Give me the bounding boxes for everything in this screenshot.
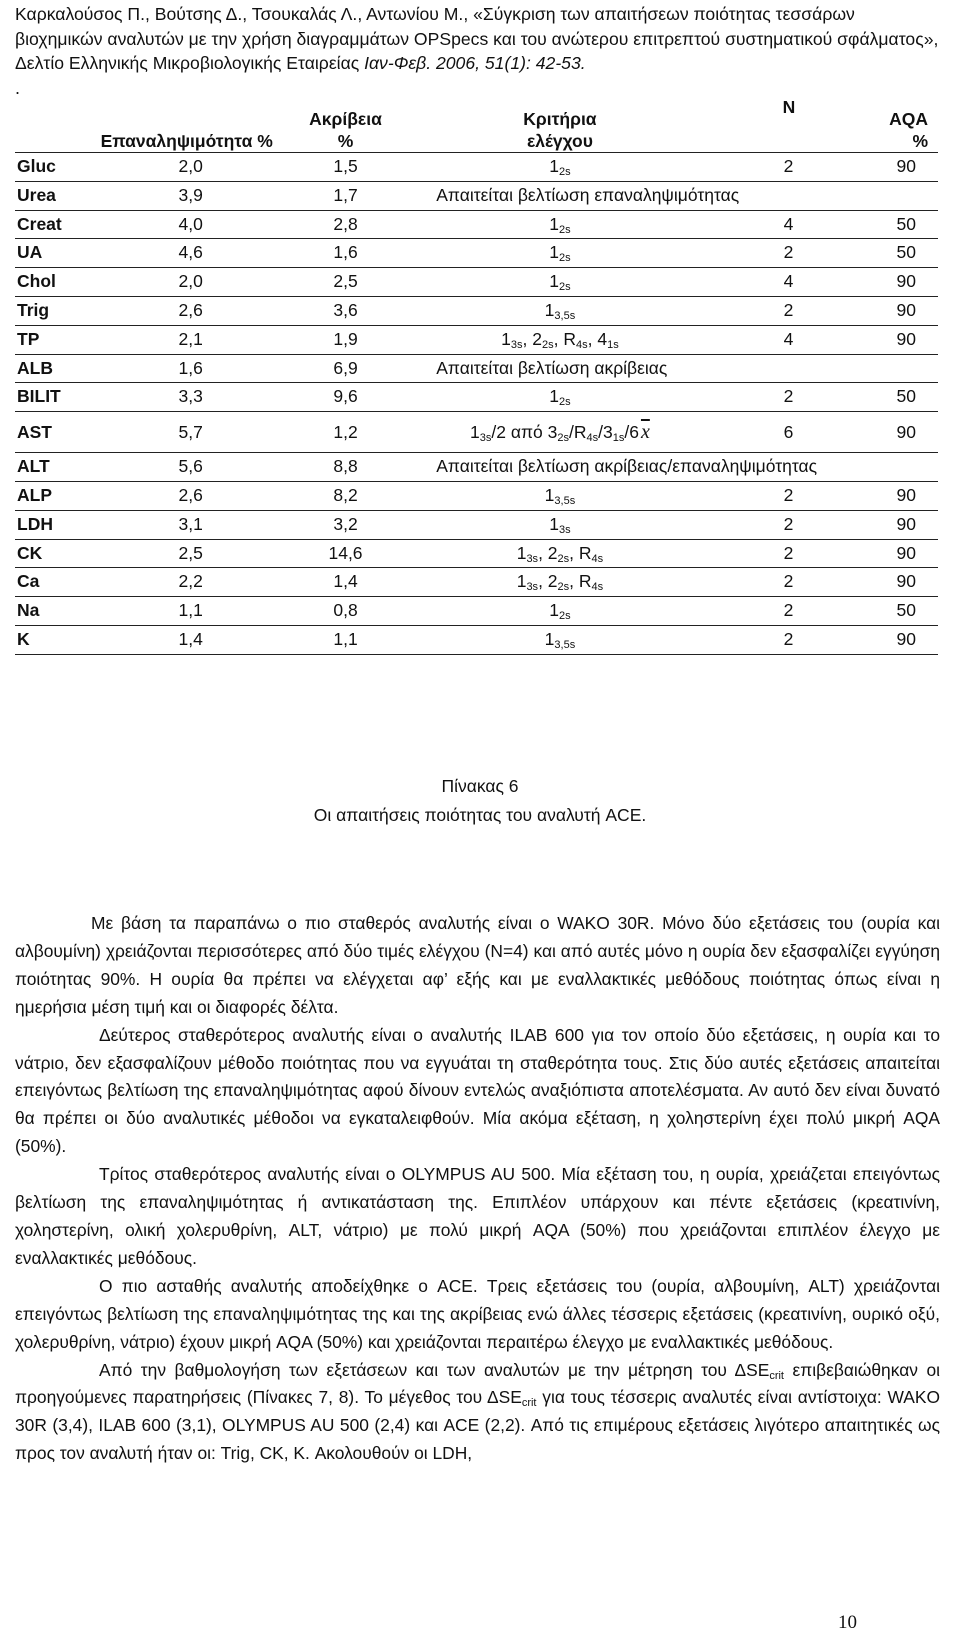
paragraph-3: Τρίτος σταθερότερος αναλυτής είναι ο OLYMPUS AU 500. Μία εξέταση του, η ουρία, χρειάζεται επειγόντως βελτίωση της επαναληψιμότητας ή αντικατάσταση της. Επιπλέον υπάρχουν και πέντε εξετάσεις (κρεατινίνη, χοληστερίνη, ολική χολερυθρίνη, ALT, νάτριο) με πολύ μικρή AQA (50%) που χρειάζονται επιπλέον έλεγχο με εναλλακτικές μεθόδους.	[15, 1164, 940, 1268]
table-row	[15, 597, 938, 626]
cell-aqa: 90	[815, 539, 938, 568]
header-aqa: AQA %	[815, 96, 938, 153]
cell-accuracy: 8,8	[281, 453, 410, 482]
cell-aqa: 50	[815, 383, 938, 412]
cell-accuracy: 3,6	[281, 296, 410, 325]
cell-analyte: CK	[15, 539, 101, 568]
reference-header	[15, 2, 940, 76]
cell-aqa: 90	[815, 481, 938, 510]
body-text	[15, 910, 940, 1468]
cell-control-criteria: $1_{2s}$	[410, 210, 709, 239]
cell-control-criteria: $1_{3s}$, $2_{2s}$, $R_{4s}$	[410, 539, 709, 568]
cell-n: 2	[710, 625, 816, 654]
cell-note: Απαιτείται βελτίωση επαναληψιμότητας	[410, 181, 938, 210]
cell-aqa: 90	[815, 153, 938, 182]
cell-aqa: 90	[815, 625, 938, 654]
cell-aqa: 90	[815, 510, 938, 539]
cell-accuracy: 1,6	[281, 239, 410, 268]
paragraph-4: Ο πιο ασταθής αναλυτής αποδείχθηκε ο ACE. Τρεις εξετάσεις του (ουρία, αλβουμίνη, ALT) χρειάζονται επειγόντως βελτίωση της επαναληψιμότητας της και της ακρίβειας ενώ άλλες τέσσερις εξετάσεις (κρεατινίνη, ουρικό οξύ, χολερυθρίνη, νάτριο) έχουν μικρή AQA (50%) και χρειάζονται περαιτέρω έλεγχο με εναλλακτικές μεθόδους.	[15, 1275, 940, 1352]
reference-citation: Καρκαλούσος Π., Βούτσης Δ., Τσουκαλάς Λ., Αντωνίου Μ., «Σύγκριση των απαιτήσεων ποιότητας τεσσάρων βιοχημικών αναλυτών με την χρήση διαγραμμάτων OPSpecs και του ανώτερου επιτρεπτού συστηματικού σφάλματος», Δελτίο Ελληνικής Μικροβιολογικής Εταιρείας	[15, 4, 939, 73]
cell-n: 2	[710, 481, 816, 510]
cell-accuracy: 1,2	[281, 412, 410, 453]
cell-repeatability: 3,9	[101, 181, 281, 210]
cell-control-criteria: $1_{2s}$	[410, 383, 709, 412]
cell-note: Απαιτείται βελτίωση ακρίβειας/επαναληψιμότητας	[410, 453, 938, 482]
cell-n: 2	[710, 539, 816, 568]
cell-n: 2	[710, 383, 816, 412]
cell-control-criteria: $1_{2s}$	[410, 268, 709, 297]
table-row	[15, 453, 938, 482]
cell-repeatability: 2,0	[101, 153, 281, 182]
cell-repeatability: 4,0	[101, 210, 281, 239]
table-row	[15, 153, 938, 182]
header-analyte	[15, 96, 101, 153]
cell-control-criteria: $1_{3s}$, $2_{2s}$, $R_{4s}$, $4_{1s}$	[410, 325, 709, 354]
header-control-criteria: Κριτήρια ελέγχου	[410, 96, 709, 153]
page-number: 10	[838, 1612, 857, 1633]
cell-accuracy: 2,5	[281, 268, 410, 297]
cell-repeatability: 5,7	[101, 412, 281, 453]
cell-n: 2	[710, 239, 816, 268]
cell-analyte: Trig	[15, 296, 101, 325]
cell-analyte: Na	[15, 597, 101, 626]
table-row	[15, 268, 938, 297]
cell-repeatability: 5,6	[101, 453, 281, 482]
cell-accuracy: 1,9	[281, 325, 410, 354]
cell-control-criteria: $1_{3,5s}$	[410, 296, 709, 325]
cell-repeatability: 3,3	[101, 383, 281, 412]
cell-analyte: K	[15, 625, 101, 654]
cell-repeatability: 4,6	[101, 239, 281, 268]
cell-aqa: 50	[815, 597, 938, 626]
cell-accuracy: 8,2	[281, 481, 410, 510]
cell-analyte: LDH	[15, 510, 101, 539]
cell-accuracy: 9,6	[281, 383, 410, 412]
table-row	[15, 239, 938, 268]
cell-accuracy: 3,2	[281, 510, 410, 539]
table-row	[15, 181, 938, 210]
cell-repeatability: 1,6	[101, 354, 281, 383]
cell-n: 2	[710, 153, 816, 182]
cell-accuracy: 1,4	[281, 568, 410, 597]
cell-control-criteria: $1_{3s}$, $2_{2s}$, $R_{4s}$	[410, 568, 709, 597]
cell-repeatability: 1,1	[101, 597, 281, 626]
cell-aqa: 90	[815, 268, 938, 297]
paragraph-2: Δεύτερος σταθερότερος αναλυτής είναι ο αναλυτής ILAB 600 για τον οποίο δύο εξετάσεις, η ουρία και το νάτριο, δεν εξασφαλίζουν μέθοδο ποιότητας που να εγγυάται τη σταθερότητα τους. Στις δύο αυτές εξετάσεις απαιτείται επειγόντως βελτίωση της επαναληψιμότητας αφού δίνουν εντελώς αναξιόπιστα αποτελέσματα. Αν αυτό δεν είναι δυνατό θα πρέπει οι δύο αναλυτικές μέθοδοι να εγκαταλειφθούν. Μία ακόμα εξέταση, η χοληστερίνη έχει πολύ μικρή AQA (50%).	[15, 1024, 940, 1157]
cell-aqa: 50	[815, 239, 938, 268]
cell-analyte: ALB	[15, 354, 101, 383]
cell-analyte: Gluc	[15, 153, 101, 182]
cell-control-criteria: $1_{3,5s}$	[410, 481, 709, 510]
paragraph-1: Με βάση τα παραπάνω ο πιο σταθερός αναλυτής είναι ο WAKO 30R. Μόνο δύο εξετάσεις του (ουρία και αλβουμίνη) χρειάζονται περισσότερες από δύο τιμές ελέγχου (N=4) και από αυτές μόνο η ουρία δεν εξασφαλίζει εγγύηση ποιότητας 90%. Η ουρία θα πρέπει να ελέγχεται αφ’ εξής και με εναλλακτικές μεθόδους ποιότητας όπως είναι η ημερήσια μέση τιμή και οι διαφορές δέλτα.	[15, 913, 940, 1017]
cell-n: 2	[710, 296, 816, 325]
cell-repeatability: 2,0	[101, 268, 281, 297]
cell-accuracy: 2,8	[281, 210, 410, 239]
cell-analyte: AST	[15, 412, 101, 453]
cell-aqa: 90	[815, 412, 938, 453]
cell-analyte: UA	[15, 239, 101, 268]
cell-analyte: Ca	[15, 568, 101, 597]
header-accuracy: Ακρίβεια %	[281, 96, 410, 153]
table-caption-title: Οι απαιτήσεις ποιότητας του αναλυτή ACE.	[313, 805, 647, 825]
table-row	[15, 296, 938, 325]
table-row	[15, 481, 938, 510]
cell-analyte: BILIT	[15, 383, 101, 412]
paragraph-5: Από την βαθμολογήση των εξετάσεων και των αναλυτών με την μέτρηση του $\Delta SE_{crit}$ επιβεβαιώθηκαν οι προηγούμενες παρατηρήσεις (Πίνακες 7, 8). Το μέγεθος του $\Delta SE_{crit}$ για τους τέσσερις αναλυτές είναι αντίστοιχα: WAKO 30R (3,4), ILAB 600 (3,1), OLYMPUS AU 500 (2,4) και ACE (2,2). Από τις επιμέρους εξετάσεις λιγότερο απαιτητικές ως προς τον αναλυτή ήταν οι: Trig, CK, K. Ακολουθούν οι LDH,	[15, 1359, 940, 1464]
table-row	[15, 412, 938, 453]
cell-repeatability: 2,6	[101, 296, 281, 325]
cell-analyte: TP	[15, 325, 101, 354]
cell-n: 4	[710, 210, 816, 239]
cell-analyte: Creat	[15, 210, 101, 239]
cell-accuracy: 14,6	[281, 539, 410, 568]
cell-control-criteria: $1_{3s}$	[410, 510, 709, 539]
table-row	[15, 383, 938, 412]
cell-repeatability: 2,6	[101, 481, 281, 510]
cell-control-criteria: $1_{2s}$	[410, 239, 709, 268]
cell-n: 4	[710, 268, 816, 297]
cell-analyte: Chol	[15, 268, 101, 297]
cell-control-criteria: $1_{3s}/2$ από $3_{2s}/R_{4s}/3_{1s}/6$ $\overline{x}$	[410, 412, 709, 453]
cell-aqa: 50	[815, 210, 938, 239]
cell-accuracy: 6,9	[281, 354, 410, 383]
cell-n: 6	[710, 412, 816, 453]
mean-x-bar-symbol: $\overline{x}$	[640, 421, 650, 444]
cell-note: Απαιτείται βελτίωση ακρίβειας	[410, 354, 938, 383]
cell-n: 2	[710, 510, 816, 539]
stray-dot: .	[15, 78, 21, 98]
cell-repeatability: 2,1	[101, 325, 281, 354]
cell-control-criteria: $1_{2s}$	[410, 597, 709, 626]
table-row	[15, 625, 938, 654]
table-header-row	[15, 96, 938, 153]
cell-control-criteria: $1_{3,5s}$	[410, 625, 709, 654]
header-n: N	[710, 96, 816, 153]
cell-accuracy: 1,7	[281, 181, 410, 210]
cell-repeatability: 1,4	[101, 625, 281, 654]
header-repeatability: Επαναληψιμότητα %	[101, 96, 281, 153]
cell-n: 4	[710, 325, 816, 354]
table-row	[15, 354, 938, 383]
cell-accuracy: 0,8	[281, 597, 410, 626]
reference-issue: Ιαν-Φεβ. 2006, 51(1): 42-53.	[364, 53, 586, 73]
table-row	[15, 539, 938, 568]
cell-analyte: Urea	[15, 181, 101, 210]
table-row	[15, 510, 938, 539]
table-row	[15, 325, 938, 354]
quality-requirements-table	[15, 96, 938, 655]
table-row	[15, 568, 938, 597]
cell-aqa: 90	[815, 296, 938, 325]
table-row	[15, 210, 938, 239]
cell-accuracy: 1,5	[281, 153, 410, 182]
cell-control-criteria: $1_{2s}$	[410, 153, 709, 182]
cell-n: 2	[710, 568, 816, 597]
cell-n: 2	[710, 597, 816, 626]
cell-aqa: 90	[815, 325, 938, 354]
cell-repeatability: 2,5	[101, 539, 281, 568]
cell-repeatability: 2,2	[101, 568, 281, 597]
cell-analyte: ALT	[15, 453, 101, 482]
table-body	[15, 153, 938, 655]
cell-accuracy: 1,1	[281, 625, 410, 654]
cell-repeatability: 3,1	[101, 510, 281, 539]
table-caption-number: Πίνακας 6	[441, 776, 519, 796]
cell-aqa: 90	[815, 568, 938, 597]
cell-analyte: ALP	[15, 481, 101, 510]
